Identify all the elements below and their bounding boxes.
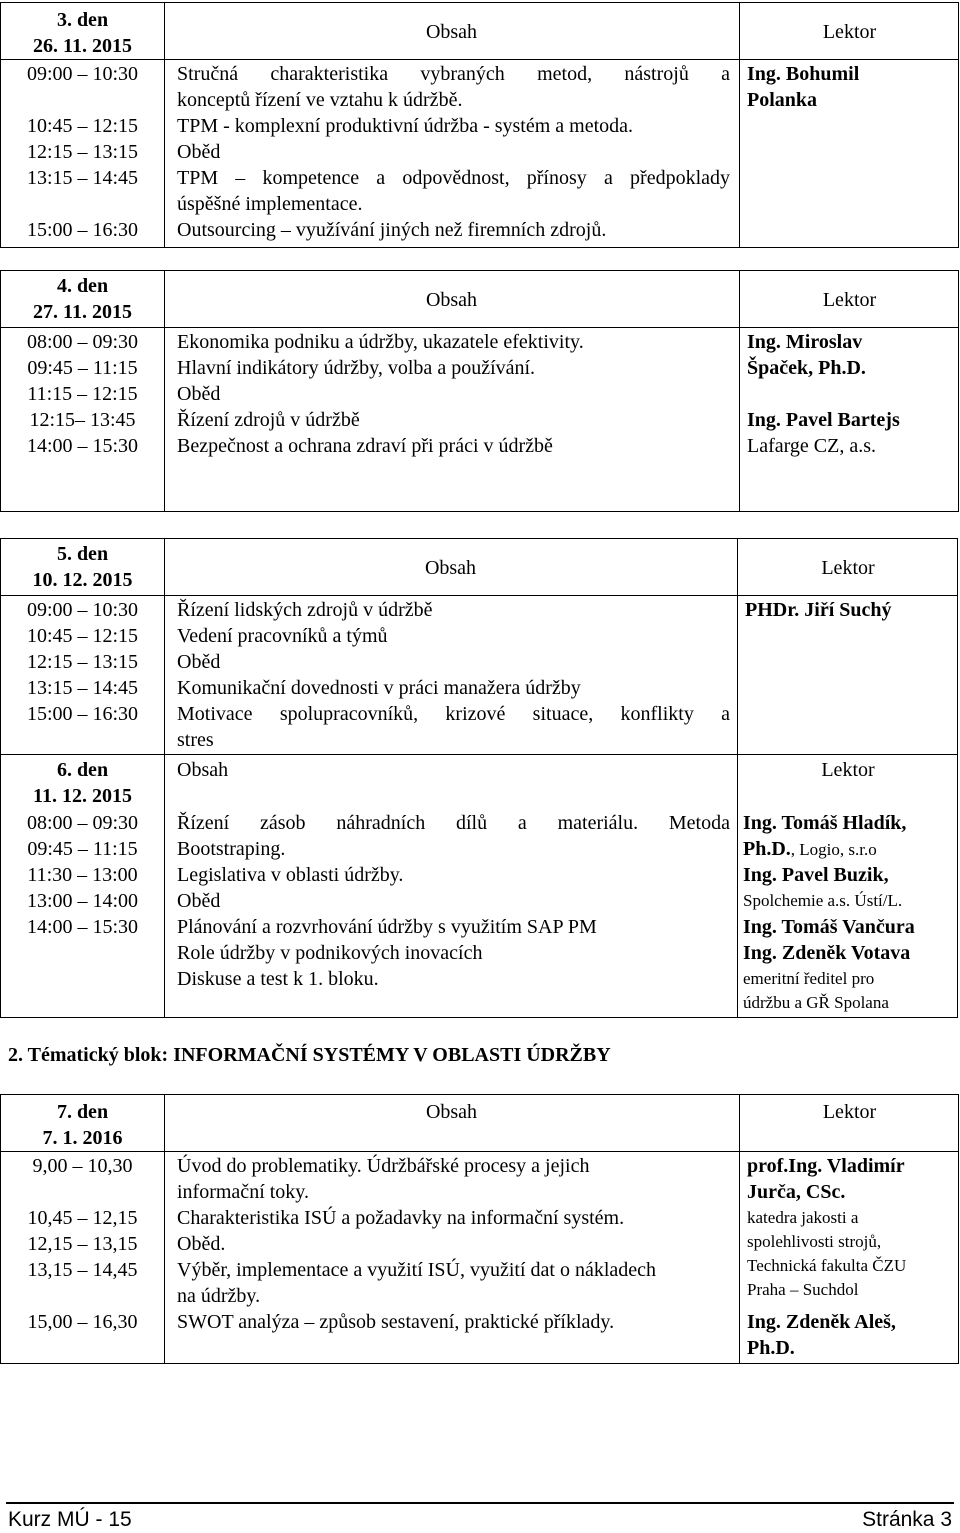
schedule-day7-table [0, 1094, 959, 1364]
lector-name: PHDr. Jiří Suchý [745, 599, 892, 621]
day-label: 7. den [56, 1101, 109, 1123]
lektor-header: Lektor [821, 557, 875, 579]
day-date: 10. 12. 2015 [32, 569, 133, 591]
footer-rule [6, 1502, 954, 1504]
lektor-header: Lektor [821, 759, 875, 781]
lektor-header: Lektor [822, 289, 877, 311]
schedule-day6-table [0, 754, 958, 1018]
block-heading: 2. Tématický blok: INFORMAČNÍ SYSTÉMY V OBLASTI ÚDRŽBY [8, 1044, 611, 1066]
schedule-day3-table [0, 2, 959, 248]
obsah-header: Obsah [425, 289, 478, 311]
schedule-day4-table [0, 270, 959, 512]
content-column: Řízení zásob náhradních dílů a materiálu. Metoda Bootstraping. Legislativa v oblasti údržby. Oběd Plánování a rozvrhování údržby s využitím SAP PM Role údržby v podnikových inovacích Diskuse a test k 1. bloku. [177, 812, 730, 990]
time-column: 08:00 – 09:30 09:45 – 11:15 11:30 – 13:00 13:00 – 14:00 14:00 – 15:30 [26, 812, 139, 938]
content-column: Řízení lidských zdrojů v údržbě Vedení pracovníků a týmů Oběd Komunikační dovednosti v práci manažera údržby Motivace spolupracovníků, krizové situace, konflikty a stres [177, 599, 730, 751]
day-date: 27. 11. 2015 [33, 301, 132, 323]
day-date: 26. 11. 2015 [33, 35, 132, 57]
footer-page-number: Stránka 3 [862, 1508, 952, 1531]
lector-name: Ing. Bohumil Polanka [747, 63, 860, 111]
time-column: 9,00 – 10,30 10,45 – 12,15 12,15 – 13,15 13,15 – 14,45 15,00 – 16,30 [27, 1155, 138, 1333]
obsah-header: Obsah [177, 759, 229, 781]
day-date: 11. 12. 2015 [33, 785, 132, 807]
lektor-header: Lektor [822, 1101, 877, 1123]
time-column: 09:00 – 10:30 10:45 – 12:15 12:15 – 13:15 13:15 – 14:45 15:00 – 16:30 [26, 599, 139, 725]
obsah-header: Obsah [425, 1101, 478, 1123]
obsah-header: Obsah [425, 21, 478, 43]
day-label: 3. den [56, 9, 109, 31]
day-label: 5. den [56, 543, 109, 565]
obsah-header: Obsah [424, 557, 477, 579]
day-label: 6. den [56, 759, 109, 781]
lector-names: prof.Ing. Vladimír Jurča, CSc. katedra jakosti a spolehlivosti strojů, Technická fakulta ČZU Praha – Suchdol Ing. Zdeněk Aleš, Ph.D. [747, 1155, 907, 1359]
content-column: Stručná charakteristika vybraných metod, nástrojů a konceptů řízení ve vztahu k údržbě. TPM - komplexní produktivní údržba - systém a metoda. Oběd TPM – kompetence a odpovědnost, přínosy a předpoklady úspěšné implementace. Outsourcing – využívání jiných než firemních zdrojů. [177, 63, 730, 241]
content-column: Úvod do problematiky. Údržbářské procesy a jejich informační toky. Charakteristika ISÚ a požadavky na informační systém. Oběd. Výběr, implementace a využití ISÚ, využití dat o nákladech na údržby. SWOT analýza – způsob sestavení, praktické příklady. [177, 1155, 657, 1333]
content-column: Ekonomika podniku a údržby, ukazatele efektivity. Hlavní indikátory údržby, volba a používání. Oběd Řízení zdrojů v údržbě Bezpečnost a ochrana zdraví při práci v údržbě [177, 331, 584, 457]
time-column: 09:00 – 10:30 10:45 – 12:15 12:15 – 13:15 13:15 – 14:45 15:00 – 16:30 [26, 63, 139, 241]
day-label: 4. den [56, 275, 109, 297]
day-date: 7. 1. 2016 [42, 1127, 123, 1149]
lector-names: Ing. Tomáš Hladík, Ph.D., Logio, s.r.o Ing. Pavel Buzik, Spolchemie a.s. Ústí/L. Ing. Tomáš Vančura Ing. Zdeněk Votava emeritní ředitel pro údržbu a GŘ Spolana [743, 812, 915, 1012]
time-column: 08:00 – 09:30 09:45 – 11:15 11:15 – 12:15 12:15– 13:45 14:00 – 15:30 [26, 331, 139, 457]
footer-left: Kurz MÚ - 15 [8, 1508, 132, 1531]
lektor-header: Lektor [822, 21, 877, 43]
lector-names: Ing. Miroslav Špaček, Ph.D. Ing. Pavel Bartejs Lafarge CZ, a.s. [747, 331, 900, 457]
schedule-day5-table [0, 538, 958, 755]
